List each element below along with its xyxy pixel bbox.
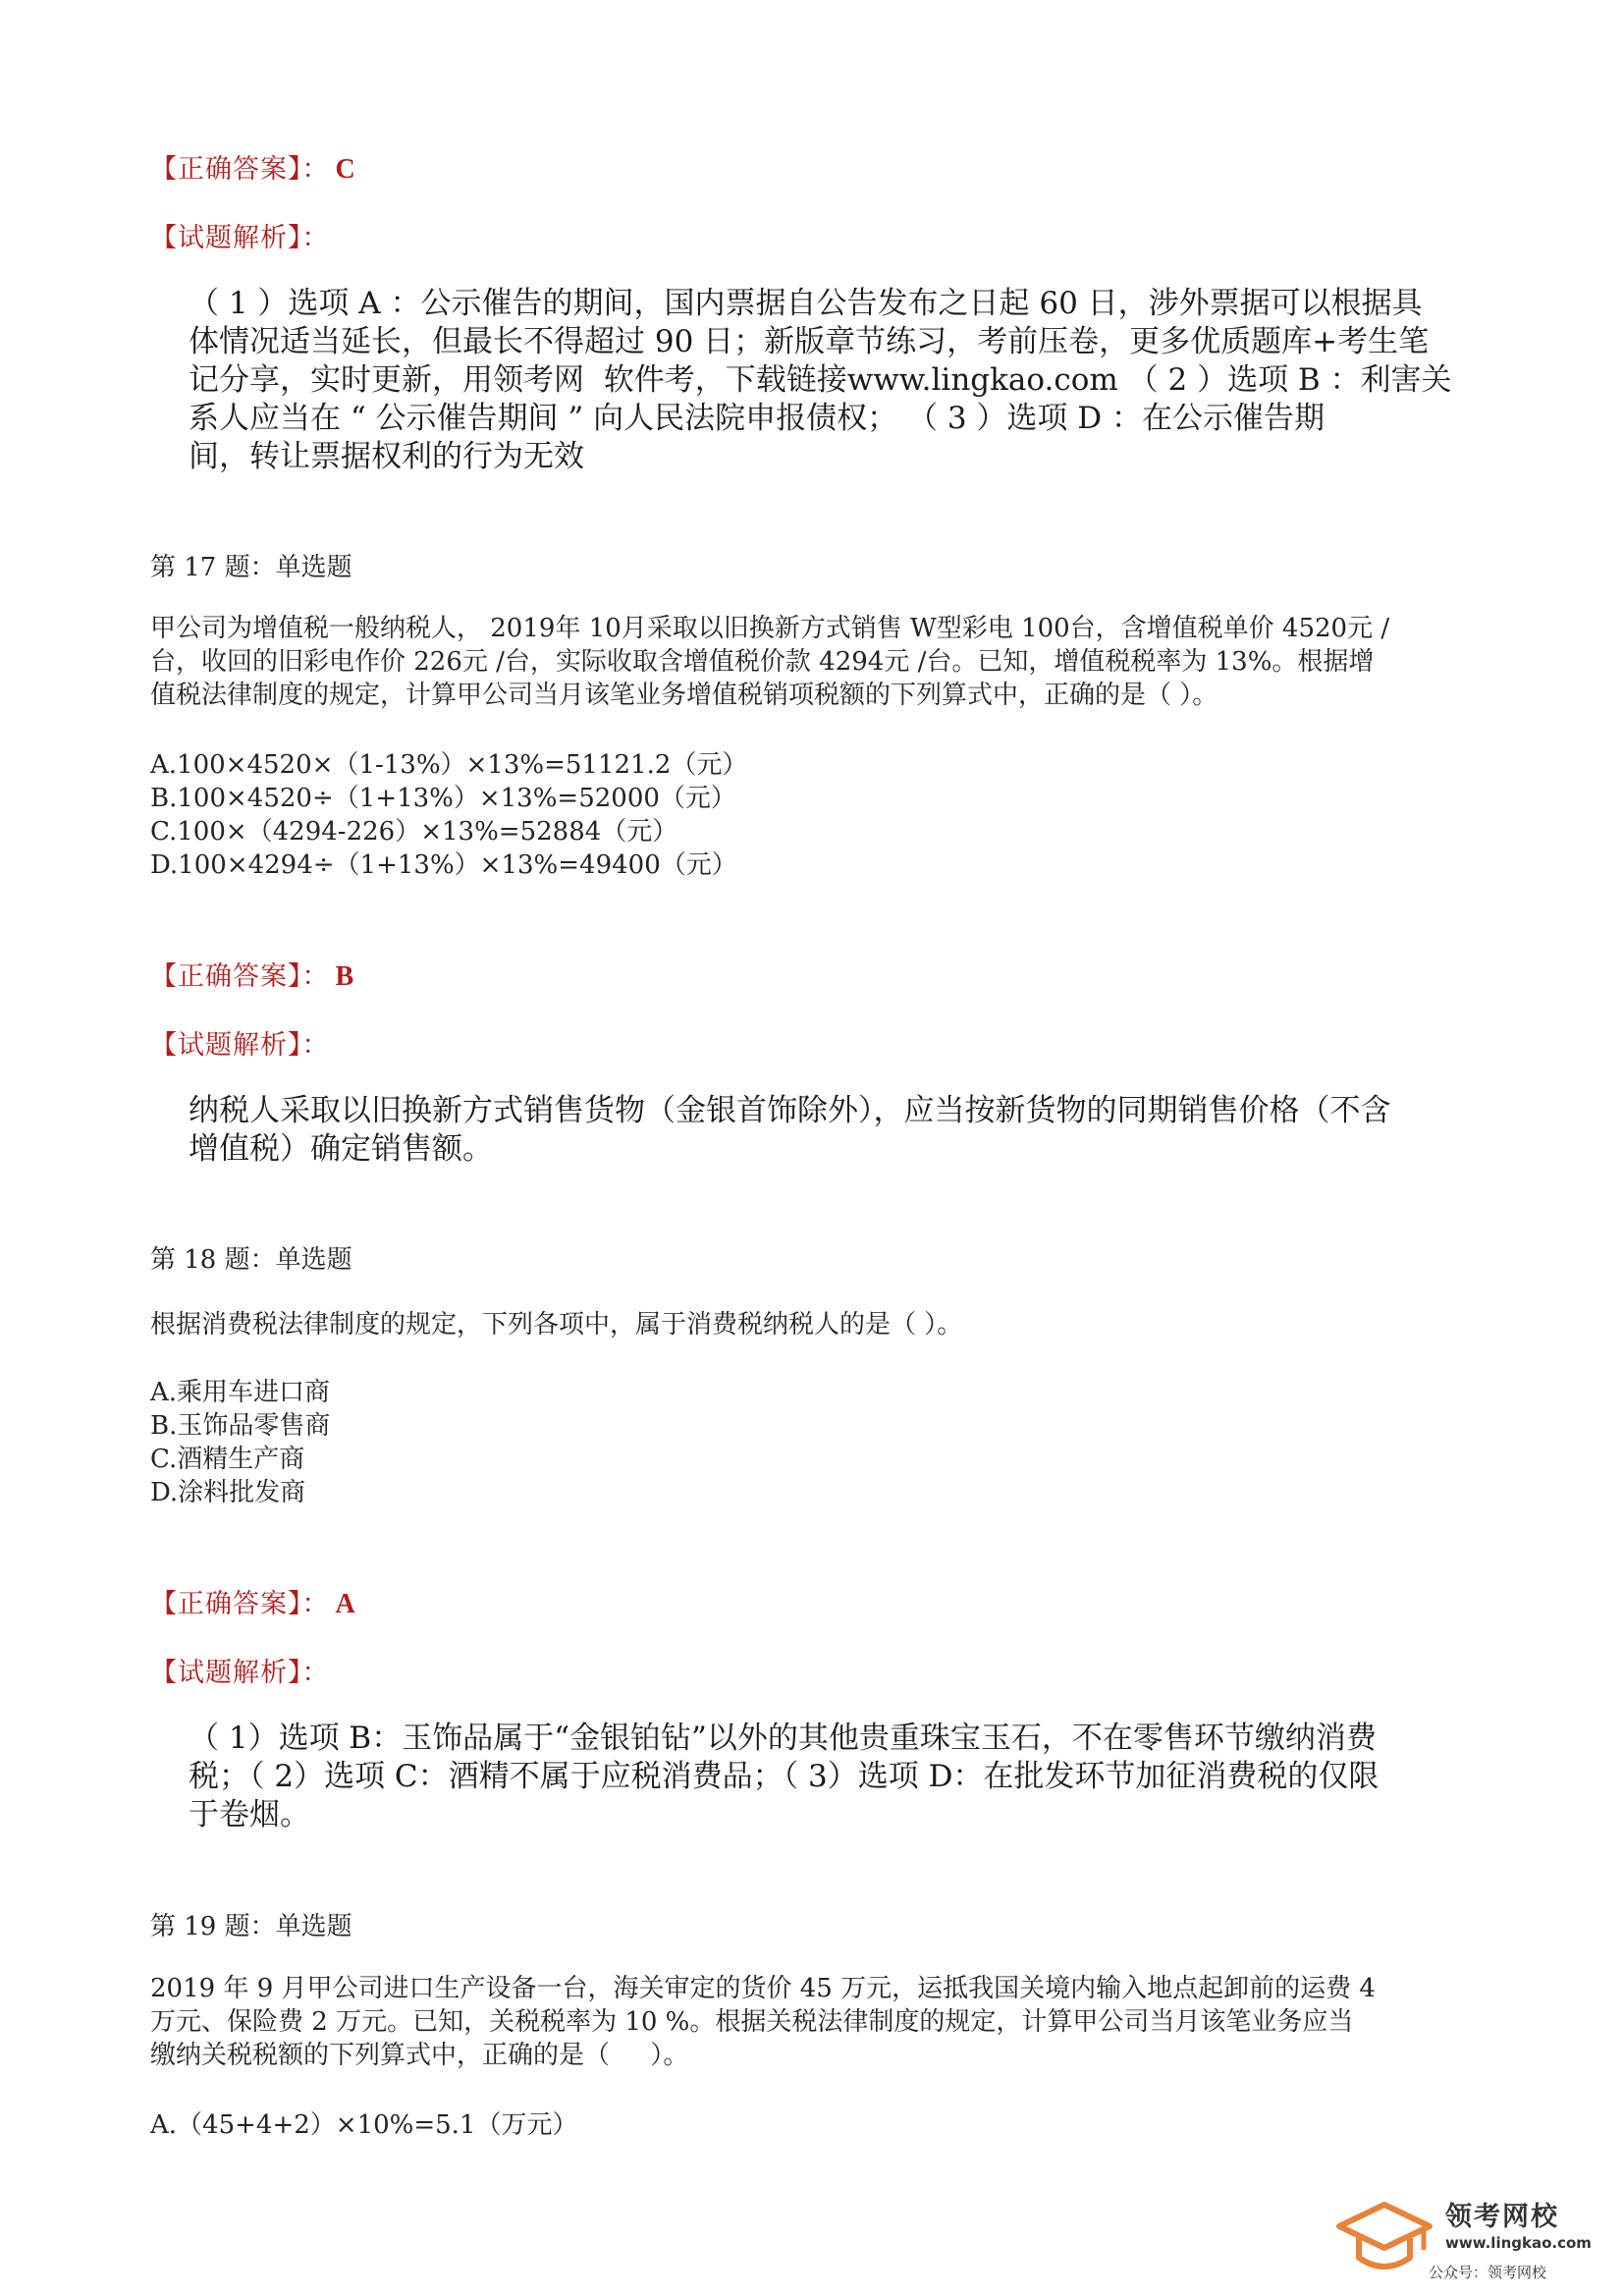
graduation-cap-icon (1335, 2201, 1434, 2279)
option-a: A.100×4520×（1-13%）×13%=51121.2（元） (150, 750, 748, 780)
logo-public-account: 公众号：领考网校 (1429, 2264, 1547, 2281)
options-q18 (150, 1376, 1486, 1509)
answer-value-q16: C (335, 154, 356, 185)
answer-label-q16: 【正确答案】： C (150, 154, 356, 185)
analysis-text-q18: （ 1）选项 B：玉饰品属于“金银铂钻”以外的其他贵重珠宝玉石，不在零售环节缴纳消费 税；（ 2）选项 C：酒精不属于应税消费品；（ 3）选项 D：在批发环节加征消费税的仅限 于卷烟。 (189, 1721, 1380, 1832)
analysis-text-q17: 纳税人采取以旧换新方式销售货物（金银首饰除外），应当按新货物的同期销售价格（不含 增值税）确定销售额。 (189, 1093, 1391, 1167)
question-header-q19: 第 19 题：单选题 (150, 1912, 352, 1941)
option-a: A.（45+4+2）×10%=5.1（万元） (150, 2110, 578, 2140)
option-d: D.100×4294÷（1+13%）×13%=49400（元） (150, 850, 737, 880)
logo-name: 领考网校 (1445, 2202, 1559, 2232)
answer-value-q17: B (335, 961, 355, 992)
option-b: B.100×4520÷（1+13%）×13%=52000（元） (150, 784, 736, 813)
analysis-label-q18: 【试题解析】： (150, 1658, 330, 1688)
option-c: C.100×（4294-226）×13%=52884（元） (150, 817, 678, 847)
option-c: C.酒精生产商 (150, 1445, 305, 1474)
analysis-label-q16: 【试题解析】： (150, 223, 330, 253)
question-stem-q19: 2019 年 9 月甲公司进口生产设备一台，海关审定的货价 45 万元，运抵我国关境内输入地点起卸前的运费 4 万元、保险费 2 万元。已知，关税税率为 10 %。根据关税法律制度的规定，计算甲公司当月该笔业务应当 缴纳关税税额的下列算式中，正确的是（ ）。 (150, 1974, 1376, 2070)
answer-label-q18: 【正确答案】： A (150, 1589, 356, 1619)
logo-url: www.lingkao.com (1445, 2234, 1592, 2252)
lingkao-logo (1335, 2195, 1591, 2288)
question-stem-q17: 甲公司为增值税一般纳税人， 2019年 10月采取以旧换新方式销售 W型彩电 100台，含增值税单价 4520元 / 台，收回的旧彩电作价 226元 /台，实际收取含增值税价款 4294元 /台。已知，增值税税率为 13%。根据增 值税法律制度的规定，计算甲公司当月该笔业务增值税销项税额的下列算式中，正确的是（ ）。 (150, 614, 1390, 710)
answer-value-q18: A (335, 1589, 356, 1619)
analysis-label-q17: 【试题解析】： (150, 1030, 330, 1061)
option-d: D.涂料批发商 (150, 1478, 306, 1507)
option-b: B.玉饰品零售商 (150, 1411, 331, 1441)
question-header-q17: 第 17 题：单选题 (150, 553, 352, 582)
analysis-text-q16: （ 1 ）选项 A ：公示催告的期间，国内票据自公告发布之日起 60 日，涉外票据可以根据具 体情况适当延长，但最长不得超过 90 日；新版章节练习，考前压卷，更多优质题库+考生笔 记分享，实时更新，用领考网 软件考，下载链接www.lingkao.com （ 2 ）选项 B ：利害关 系人应当在 “ 公示催告期间 ” 向人民法院申报债权； （ 3 ）选项 D ：在公示催告期 间，转让票据权利的行为无效 (189, 286, 1452, 474)
options-q17 (150, 748, 1486, 882)
answer-label-q17: 【正确答案】： B (150, 961, 355, 992)
question-stem-q18: 根据消费税法律制度的规定，下列各项中，属于消费税纳税人的是（ ）。 (150, 1310, 963, 1339)
option-a: A.乘用车进口商 (150, 1378, 331, 1407)
question-header-q18: 第 18 题：单选题 (150, 1245, 352, 1275)
options-q19 (150, 2108, 1486, 2142)
